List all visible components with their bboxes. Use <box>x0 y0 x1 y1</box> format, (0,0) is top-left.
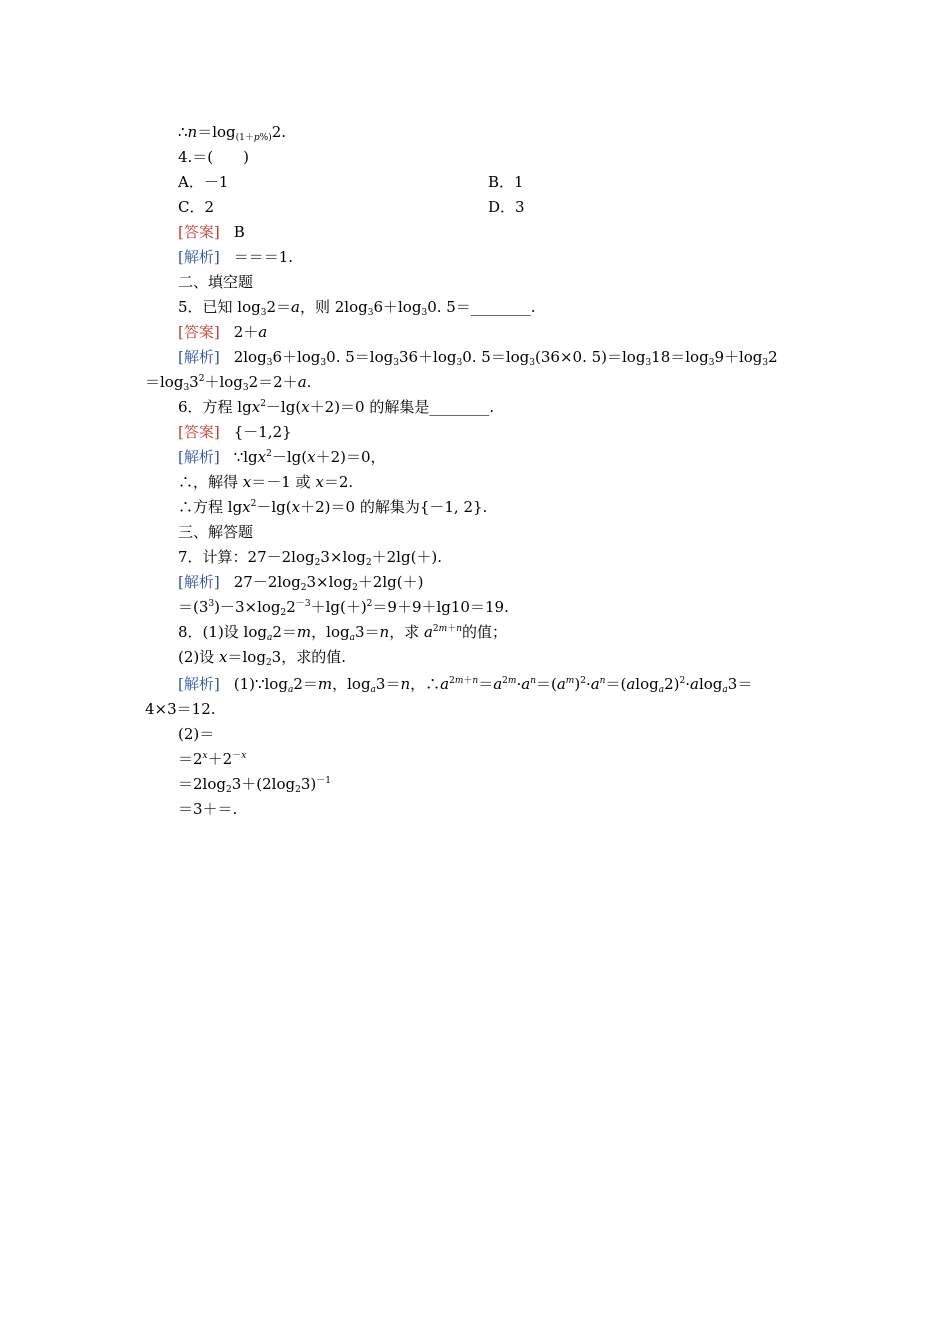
analysis-tag: [解析] <box>178 348 220 366</box>
analysis-value: ＝＝＝1. <box>233 248 294 266</box>
analysis-8-step-2: $=2\log_23+(2\log_23)^{-1}$ <box>178 775 331 795</box>
choice-b: B．1 <box>488 173 524 191</box>
question-6: 6．方程 lgx$^2$－lg(x＋2)＝0 的解集是________. <box>178 398 495 416</box>
analysis-6-result: ∴方程 lgx$^2$－lg(x＋2)＝0 的解集为{－1, 2}. <box>178 498 488 516</box>
analysis-8-cont: 4×3＝12. <box>145 700 216 718</box>
line-1: $\therefore n=\log_{(1+p\%)}2$. <box>178 123 287 143</box>
analysis-tag: [解析] <box>178 248 220 266</box>
analysis-5: [解析] $2\log_36+\log_30$. $5=\log_336+\log_30$. $5=\log_3(36\times 0$. $5)=\log_318=\log_39+\log_32$ <box>178 348 778 368</box>
analysis-7-result: $=(3^3)-3\times\log_22^{-3}+\lg(+)^2=9+9+\lg 10=19$. <box>178 598 509 618</box>
analysis-8-part-2: (2)＝ <box>178 725 215 743</box>
answer-tag: [答案] <box>178 323 220 341</box>
answer-tag: [答案] <box>178 223 220 241</box>
therefore-symbol: ∴ <box>178 123 188 141</box>
question-8-part-1: 8．(1)设 $\log_a2=m$，$\log_a3=n$，求 $a^{2m+n}$的值； <box>178 623 508 643</box>
choices-row-1 <box>178 170 778 195</box>
analysis-7: [解析] $27-2\log_23\times\log_2+2\lg(+)$ <box>178 573 424 593</box>
analysis-4 <box>178 245 293 270</box>
question-8-part-2: (2)设 $x=\log_23$，求的值. <box>178 648 346 668</box>
question-4: 4.＝( ) <box>178 148 250 166</box>
answer-tag: [答案] <box>178 423 220 441</box>
section-heading-2: 二、填空题 <box>178 273 254 291</box>
analysis-tag: [解析] <box>178 448 220 466</box>
question-5: 5．已知 $\log_32=a$，则 $2\log_36+\log_30$. 5＝________. <box>178 298 536 318</box>
analysis-tag: [解析] <box>178 573 220 591</box>
analysis-8: [解析] $(1)\because\log_a2=m$，$\log_a3=n$，$\therefore a^{2m+n}=a^{2m}\cdot a^n=(a^m)^2\cdot a^n=(alog_a2)^2\cdot alog_a3=$ <box>178 675 753 695</box>
answer-6: [答案] {－1,2} <box>178 423 292 441</box>
answer-5: [答案] 2＋a <box>178 323 268 341</box>
analysis-8-step-1: $=2^x+2^{-x}$ <box>178 750 247 768</box>
analysis-tag: [解析] <box>178 675 220 693</box>
analysis-6: [解析] ∵lgx$^2$－lg(x＋2)＝0， <box>178 448 386 466</box>
choice-d: D．3 <box>488 198 525 216</box>
analysis-5-cont: $=\log_33^2+\log_32=2+a$. <box>145 373 312 393</box>
choice-c: C．2 <box>178 198 215 216</box>
question-7: 7．计算：$27-2\log_23\times\log_2+2\lg(+)$. <box>178 548 443 568</box>
section-heading-3: 三、解答题 <box>178 523 254 541</box>
choice-a: A．－1 <box>178 173 229 191</box>
answer-4 <box>178 220 245 245</box>
analysis-8-step-3: ＝3＋＝. <box>178 800 238 818</box>
answer-value: B <box>233 223 245 241</box>
analysis-6-step: ∴，解得 x＝－1 或 x＝2. <box>178 473 354 491</box>
choices-row-2 <box>178 195 778 220</box>
